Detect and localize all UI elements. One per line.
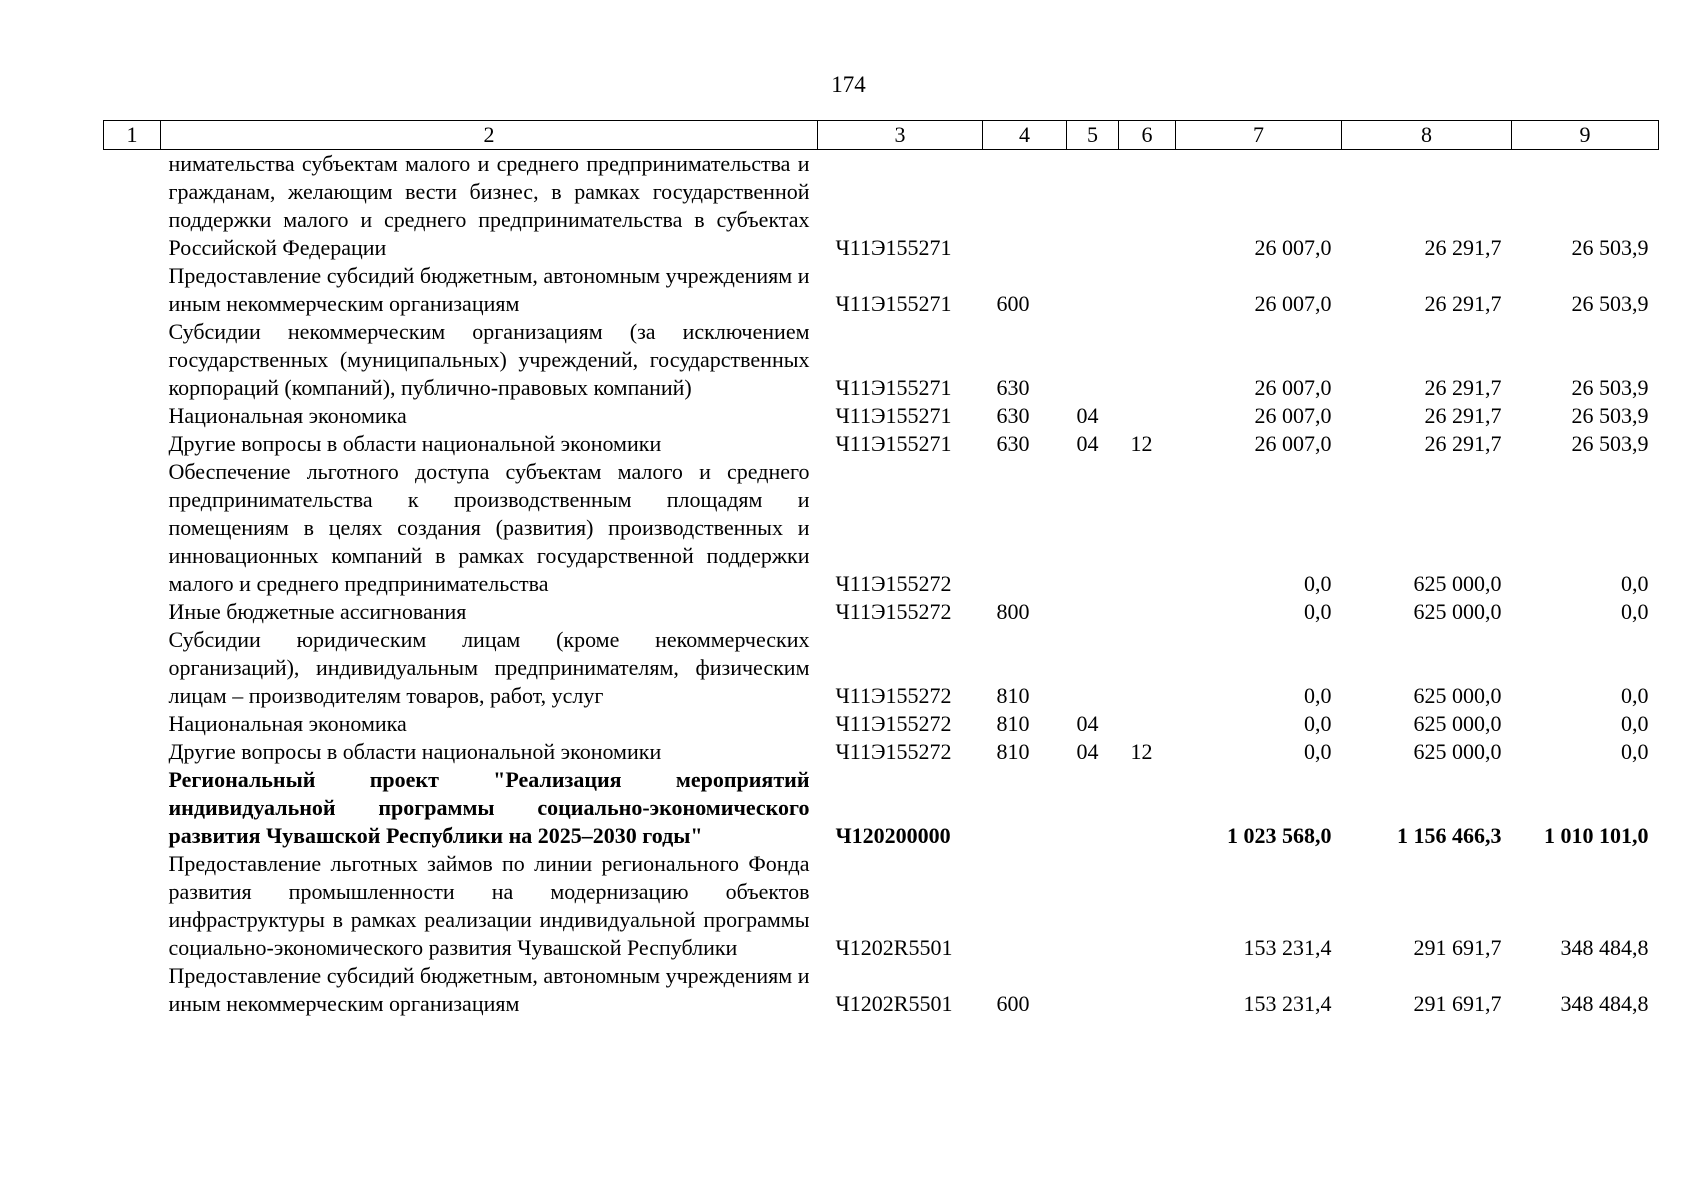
cell-value-7: 26 007,0 [1254, 375, 1332, 400]
cell-code: Ч11Э155272 [835, 711, 952, 736]
cell-value-7: 1 023 568,0 [1227, 823, 1332, 848]
cell-value-7: 0,0 [1304, 571, 1332, 596]
cell-name: Национальная экономика [168, 403, 407, 428]
header-col-1: 1 [104, 121, 161, 150]
cell-value-7: 26 007,0 [1254, 291, 1332, 316]
cell-value-7: 0,0 [1304, 739, 1332, 764]
cell-col-6 [1119, 710, 1176, 738]
cell-value-9: 0,0 [1621, 571, 1649, 596]
cell-value-7: 153 231,4 [1243, 935, 1332, 960]
cell-col-1 [104, 458, 161, 598]
cell-value-9: 0,0 [1621, 711, 1649, 736]
cell-code: Ч11Э155271 [835, 431, 952, 456]
cell-name: Национальная экономика [168, 711, 407, 736]
cell-col-4 [983, 850, 1067, 962]
cell-col-6: 12 [1130, 739, 1153, 764]
cell-col-5 [1067, 766, 1119, 850]
cell-col-1 [104, 626, 161, 710]
cell-value-8: 625 000,0 [1413, 599, 1502, 624]
cell-value-9: 0,0 [1621, 683, 1649, 708]
table-row [104, 962, 1659, 1018]
cell-value-8: 26 291,7 [1424, 431, 1502, 456]
cell-code: Ч11Э155271 [835, 375, 952, 400]
cell-code: Ч11Э155271 [835, 403, 952, 428]
table-row [104, 458, 1659, 598]
cell-col-1 [104, 318, 161, 402]
cell-col-5 [1067, 626, 1119, 710]
cell-col-5: 04 [1076, 431, 1099, 456]
cell-col-6 [1119, 626, 1176, 710]
cell-value-7: 0,0 [1304, 599, 1332, 624]
cell-value-7: 0,0 [1304, 683, 1332, 708]
cell-value-7: 26 007,0 [1254, 403, 1332, 428]
table-row [104, 850, 1659, 962]
cell-code: Ч1202R5501 [835, 935, 953, 960]
header-col-4: 4 [983, 121, 1067, 150]
cell-value-8: 291 691,7 [1413, 991, 1502, 1016]
cell-col-4: 600 [996, 991, 1030, 1016]
table-header [104, 121, 1659, 150]
cell-value-8: 625 000,0 [1413, 571, 1502, 596]
header-col-3: 3 [818, 121, 983, 150]
cell-col-6 [1119, 262, 1176, 318]
cell-name: Обеспечение льготного доступа субъектам малого и среднего предпринимательства к производственным площадям и помещениям в целях создания (развития) производственных и инновационных компаний в рамках государственной поддержки малого и среднего предпринимательства [168, 459, 810, 596]
cell-col-1 [104, 766, 161, 850]
cell-name: Субсидии некоммерческим организациям (за исключением государственных (муниципальных) учреждений, государственных корпораций (компаний), публично-правовых компаний) [168, 319, 810, 400]
cell-name: нимательства субъектам малого и среднего предпринимательства и гражданам, желающим вести бизнес, в рамках государственной поддержки малого и среднего предпринимательства в субъектах Российской Федерации [168, 151, 810, 260]
cell-col-5 [1067, 458, 1119, 598]
cell-col-5: 04 [1076, 711, 1099, 736]
cell-col-4: 810 [996, 711, 1030, 736]
table-row [104, 430, 1659, 458]
cell-col-4 [983, 150, 1067, 263]
cell-col-1 [104, 850, 161, 962]
cell-col-6 [1119, 766, 1176, 850]
cell-col-1 [104, 710, 161, 738]
cell-value-9: 26 503,9 [1571, 431, 1649, 456]
cell-col-5 [1067, 850, 1119, 962]
cell-code: Ч11Э155272 [835, 683, 952, 708]
header-col-2: 2 [161, 121, 818, 150]
cell-col-4: 800 [996, 599, 1030, 624]
cell-value-8: 625 000,0 [1413, 711, 1502, 736]
cell-code: Ч11Э155272 [835, 739, 952, 764]
table-row [104, 262, 1659, 318]
cell-name: Предоставление субсидий бюджетным, автономным учреждениям и иным некоммерческим организациям [168, 963, 810, 1016]
cell-value-8: 26 291,7 [1424, 235, 1502, 260]
cell-col-6 [1119, 850, 1176, 962]
cell-value-8: 625 000,0 [1413, 739, 1502, 764]
cell-name: Иные бюджетные ассигнования [168, 599, 467, 624]
table-body [104, 150, 1659, 1019]
cell-value-9: 348 484,8 [1560, 935, 1649, 960]
cell-col-1 [104, 262, 161, 318]
header-col-6: 6 [1119, 121, 1176, 150]
cell-col-6 [1119, 150, 1176, 263]
cell-value-8: 26 291,7 [1424, 291, 1502, 316]
cell-value-8: 625 000,0 [1413, 683, 1502, 708]
cell-col-5 [1067, 598, 1119, 626]
budget-table [103, 120, 1659, 1018]
table-row [104, 150, 1659, 263]
header-col-5: 5 [1067, 121, 1119, 150]
header-row [104, 121, 1659, 150]
cell-value-9: 348 484,8 [1560, 991, 1649, 1016]
cell-value-9: 26 503,9 [1571, 235, 1649, 260]
cell-code: Ч1202R5501 [835, 991, 953, 1016]
cell-col-6 [1119, 402, 1176, 430]
table-row [104, 766, 1659, 850]
cell-col-4: 630 [996, 403, 1030, 428]
cell-col-5 [1067, 318, 1119, 402]
cell-col-4: 630 [996, 431, 1030, 456]
cell-name: Субсидии юридическим лицам (кроме некоммерческих организаций), индивидуальным предпринимателям, физическим лицам – производителям товаров, работ, услуг [168, 627, 810, 708]
cell-value-8: 291 691,7 [1413, 935, 1502, 960]
cell-value-9: 1 010 101,0 [1544, 823, 1649, 848]
table-row [104, 318, 1659, 402]
cell-col-5 [1067, 262, 1119, 318]
cell-col-4: 810 [996, 683, 1030, 708]
page-number: 174 [831, 72, 866, 97]
cell-col-6 [1119, 318, 1176, 402]
cell-name: Региональный проект "Реализация мероприятий индивидуальной программы социально-экономического развития Чувашской Республики на 2025–2030 годы" [168, 767, 810, 848]
cell-col-4: 600 [996, 291, 1030, 316]
cell-col-4 [983, 766, 1067, 850]
cell-value-9: 26 503,9 [1571, 375, 1649, 400]
cell-code: Ч11Э155272 [835, 571, 952, 596]
table-row [104, 710, 1659, 738]
header-col-7: 7 [1176, 121, 1342, 150]
cell-col-6 [1119, 458, 1176, 598]
cell-col-1 [104, 402, 161, 430]
cell-col-1 [104, 738, 161, 766]
cell-value-9: 0,0 [1621, 599, 1649, 624]
cell-value-9: 26 503,9 [1571, 291, 1649, 316]
cell-value-7: 26 007,0 [1254, 235, 1332, 260]
cell-code: Ч11Э155272 [835, 599, 952, 624]
cell-name: Предоставление субсидий бюджетным, автономным учреждениям и иным некоммерческим организациям [168, 263, 810, 316]
cell-col-5 [1067, 150, 1119, 263]
table-row [104, 598, 1659, 626]
cell-col-1 [104, 150, 161, 263]
cell-value-8: 1 156 466,3 [1397, 823, 1502, 848]
cell-col-6 [1119, 598, 1176, 626]
cell-name: Другие вопросы в области национальной экономики [168, 431, 662, 456]
cell-col-1 [104, 962, 161, 1018]
cell-code: Ч120200000 [835, 823, 951, 848]
cell-col-5: 04 [1076, 403, 1099, 428]
cell-name: Другие вопросы в области национальной экономики [168, 739, 662, 764]
cell-value-9: 26 503,9 [1571, 403, 1649, 428]
cell-value-7: 153 231,4 [1243, 991, 1332, 1016]
cell-col-5: 04 [1076, 739, 1099, 764]
cell-col-5 [1067, 962, 1119, 1018]
cell-col-4: 810 [996, 739, 1030, 764]
cell-col-4: 630 [996, 375, 1030, 400]
cell-value-9: 0,0 [1621, 739, 1649, 764]
cell-col-6: 12 [1130, 431, 1153, 456]
cell-value-8: 26 291,7 [1424, 375, 1502, 400]
table-row [104, 626, 1659, 710]
cell-code: Ч11Э155271 [835, 235, 952, 260]
table-row [104, 738, 1659, 766]
header-col-8: 8 [1342, 121, 1512, 150]
cell-col-1 [104, 430, 161, 458]
cell-value-7: 0,0 [1304, 711, 1332, 736]
cell-code: Ч11Э155271 [835, 291, 952, 316]
table-row [104, 402, 1659, 430]
cell-value-7: 26 007,0 [1254, 431, 1332, 456]
header-col-9: 9 [1512, 121, 1659, 150]
cell-name: Предоставление льготных займов по линии регионального Фонда развития промышленности на модернизацию объектов инфраструктуры в рамках реализации индивидуальной программы социально-экономического развития Чувашской Республики [168, 851, 810, 960]
cell-col-4 [983, 458, 1067, 598]
cell-col-6 [1119, 962, 1176, 1018]
cell-col-1 [104, 598, 161, 626]
cell-value-8: 26 291,7 [1424, 403, 1502, 428]
